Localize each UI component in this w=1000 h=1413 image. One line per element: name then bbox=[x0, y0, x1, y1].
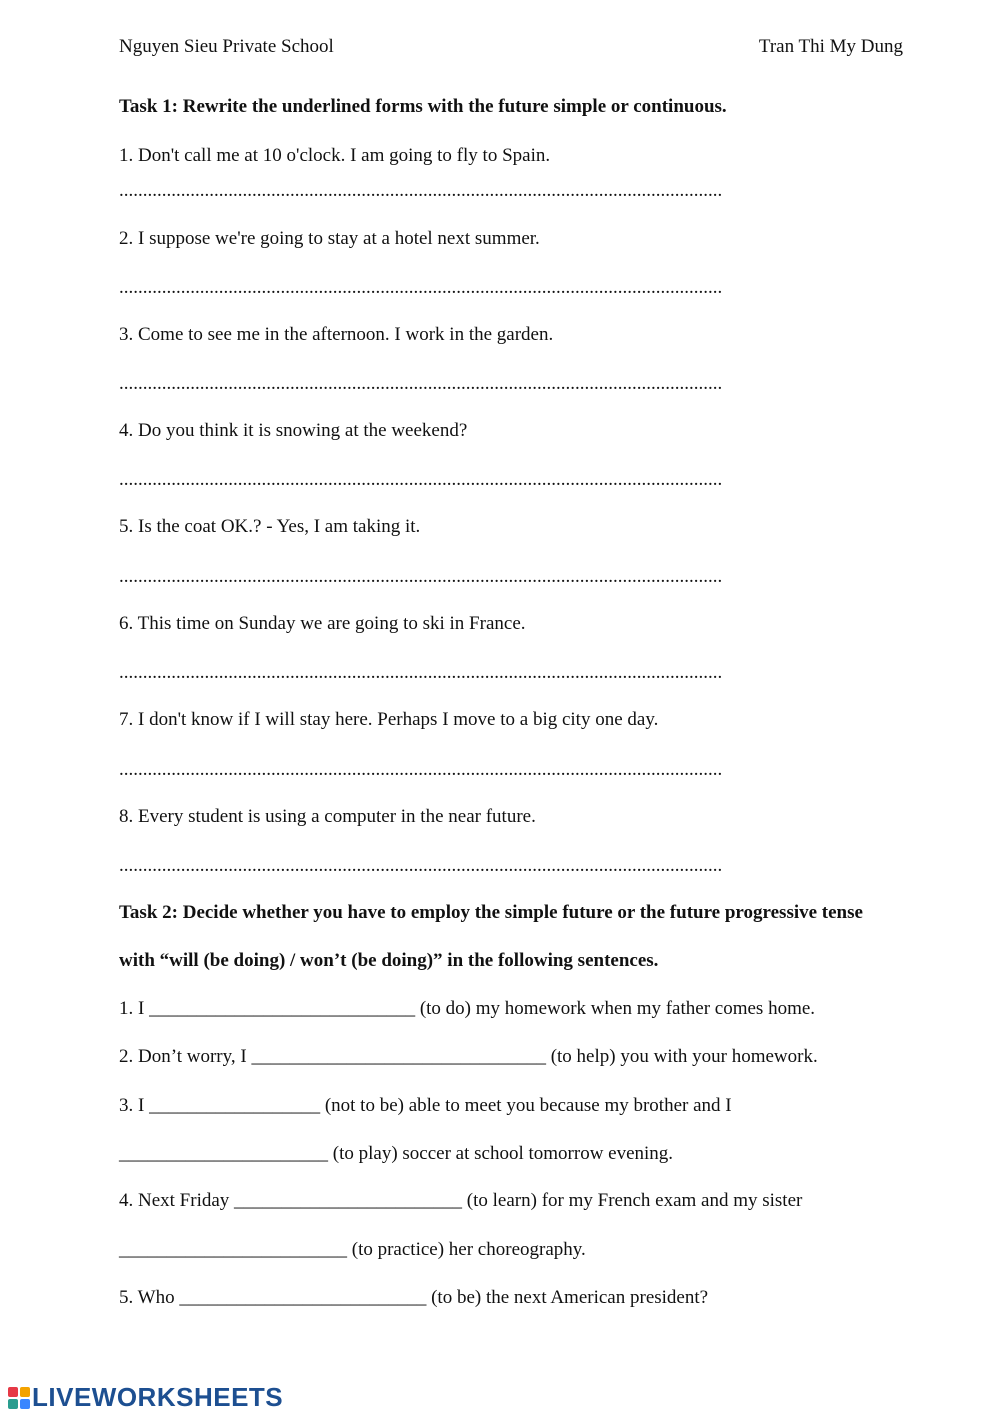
task1-item-8: 8. Every student is using a computer in the near future. bbox=[119, 806, 536, 827]
task1-item-3: 3. Come to see me in the afternoon. I work in the garden. bbox=[119, 324, 554, 345]
author-name: Tran Thi My Dung bbox=[758, 36, 903, 57]
task2-line-2[interactable]: 2. Don’t worry, I _______________________________ (to help) you with your homework. bbox=[119, 1046, 818, 1067]
task1-item-4: 4. Do you think it is snowing at the weekend? bbox=[119, 420, 468, 441]
task2-line-7[interactable]: 5. Who __________________________ (to be) the next American president? bbox=[119, 1287, 709, 1308]
task1-item-5: 5. Is the coat OK.? - Yes, I am taking it. bbox=[119, 516, 421, 537]
task2-title-line2: with “will (be doing) / won’t (be doing)” in the following sentences. bbox=[119, 950, 659, 971]
answer-line-7[interactable]: ............................................................................................................................... bbox=[119, 759, 723, 780]
task2-title-line1: Task 2: Decide whether you have to employ the simple future or the future progressive tense bbox=[119, 902, 863, 923]
answer-line-8[interactable]: ............................................................................................................................... bbox=[119, 855, 723, 876]
task2-line-6[interactable]: ________________________ (to practice) her choreography. bbox=[119, 1239, 586, 1260]
school-name: Nguyen Sieu Private School bbox=[119, 36, 334, 57]
task2-line-4[interactable]: ______________________ (to play) soccer at school tomorrow evening. bbox=[119, 1143, 674, 1164]
answer-line-5[interactable]: ............................................................................................................................... bbox=[119, 566, 723, 587]
task1-item-6: 6. This time on Sunday we are going to ski in France. bbox=[119, 613, 526, 634]
liveworksheets-brand-text: LIVEWORKSHEETS bbox=[32, 1382, 284, 1412]
task1-item-7: 7. I don't know if I will stay here. Perhaps I move to a big city one day. bbox=[119, 709, 659, 730]
task1-item-2: 2. I suppose we're going to stay at a hotel next summer. bbox=[119, 228, 540, 249]
task2-line-5[interactable]: 4. Next Friday ________________________ (to learn) for my French exam and my sister bbox=[119, 1190, 803, 1211]
answer-line-2[interactable]: ............................................................................................................................... bbox=[119, 277, 723, 298]
answer-line-3[interactable]: ............................................................................................................................... bbox=[119, 373, 723, 394]
task1-item-1: 1. Don't call me at 10 o'clock. I am going to fly to Spain. bbox=[119, 145, 551, 166]
task2-line-3[interactable]: 3. I __________________ (not to be) able to meet you because my brother and I bbox=[119, 1095, 732, 1116]
task2-line-1[interactable]: 1. I ____________________________ (to do) my homework when my father comes home. bbox=[119, 998, 816, 1019]
liveworksheets-logo-icon bbox=[8, 1387, 30, 1409]
answer-line-1[interactable]: ............................................................................................................................... bbox=[119, 180, 723, 201]
answer-line-6[interactable]: ............................................................................................................................... bbox=[119, 662, 723, 683]
answer-line-4[interactable]: ............................................................................................................................... bbox=[119, 469, 723, 490]
task1-title: Task 1: Rewrite the underlined forms with the future simple or continuous. bbox=[119, 96, 727, 117]
liveworksheets-logo[interactable] bbox=[8, 1382, 283, 1413]
